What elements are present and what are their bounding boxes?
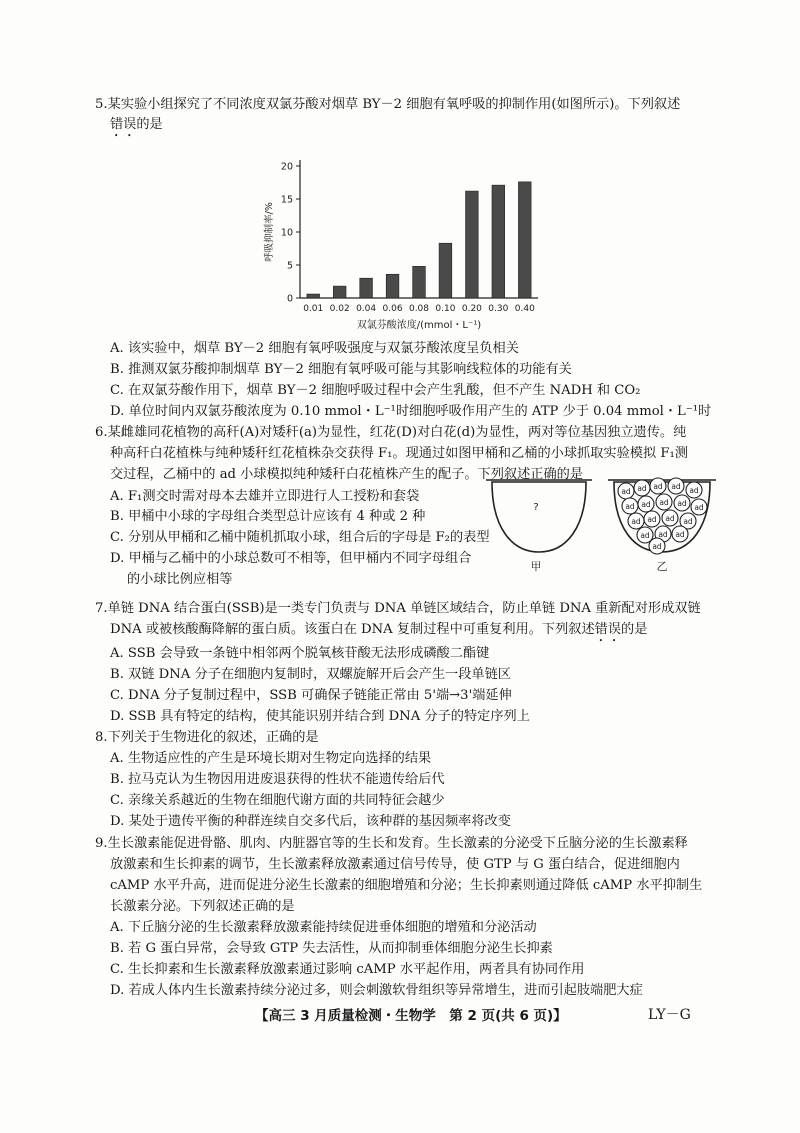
x-tick-label: 0.30 <box>488 304 509 314</box>
bar-0.30 <box>492 185 505 298</box>
q7-option-d: D. SSB 具有特定的结构，使其能识别并结合到 DNA 分子的特定序列上 <box>110 709 530 724</box>
q9-option-a: A. 下丘脑分泌的生长激素释放激素能持续促进垂体细胞的增殖和分泌活动 <box>110 920 537 935</box>
x-tick-label: 0.08 <box>408 304 430 314</box>
jia-question-mark: ? <box>533 502 539 513</box>
bar-0.20 <box>466 191 479 298</box>
ad-ball-label: ad <box>653 482 663 491</box>
q5-option-c: C. 在双氯芬酸作用下，烟草 BY－2 细胞呼吸过程中会产生乳酸，但不产生 NADH 和 CO₂ <box>110 383 641 398</box>
q9-option-d: D. 若成人体内生长激素持续分泌过多，则会刺激软骨组织等异常增生，进而引起肢端肥大症 <box>110 983 643 998</box>
q6-option-b: B. 甲桶中小球的字母组合类型总计应该有 4 种或 2 种 <box>110 509 426 524</box>
q8-option-b: B. 拉马克认为生物因用进废退获得的性状不能遗传给后代 <box>110 772 445 787</box>
ad-ball-label: ad <box>665 514 675 523</box>
bar-0.01 <box>307 294 320 298</box>
y-tick-label: 5 <box>286 260 293 272</box>
ad-ball-label: ad <box>677 499 687 508</box>
q5-bar-chart <box>258 156 548 336</box>
bar-0.04 <box>360 278 373 298</box>
q7-option-b: B. 双链 DNA 分子在细胞内复制时，双螺旋解开后会产生一段单链区 <box>110 667 511 682</box>
q5-option-b: B. 推测双氯芬酸抑制烟草 BY－2 细胞有氧呼吸可能与其影响线粒体的功能有关 <box>110 362 572 377</box>
ad-ball-label: ad <box>621 487 631 496</box>
ad-ball-label: ad <box>689 486 699 495</box>
ad-ball-label: ad <box>675 530 685 539</box>
q5-stem-tail: 的是 <box>136 117 163 132</box>
ad-ball-label: ad <box>647 515 657 524</box>
ad-ball-label: ad <box>637 484 647 493</box>
q7-stem-line-1: 7.单链 DNA 结合蛋白(SSB)是一类专门负责与 DNA 单链区域结合，防止单链 DNA 重新配对形成双链 <box>95 601 701 616</box>
ad-ball-label: ad <box>683 517 693 526</box>
bar-0.06 <box>386 274 399 298</box>
ad-ball-label: ad <box>641 500 651 509</box>
q9-stem-line-4: 长激素分泌。下列叙述正确的是 <box>110 899 295 914</box>
x-tick-label: 0.40 <box>514 304 535 314</box>
bar-0.40 <box>518 182 531 298</box>
q5-emphasis-word: 错误 <box>110 117 137 132</box>
q8-option-a: A. 生物适应性的产生是环境长期对生物定向选择的结果 <box>110 751 432 766</box>
q8-option-c: C. 亲缘关系越近的生物在细胞代谢方面的共同特征会越少 <box>110 793 445 808</box>
bar-0.08 <box>413 266 426 298</box>
q9-stem-line-3: cAMP 水平升高，进而促进分泌生长激素的细胞增殖和分泌；生长抑素则通过降低 cAMP 水平抑制生 <box>110 878 703 893</box>
x-tick-label: 0.20 <box>461 304 482 314</box>
bar-0.02 <box>333 286 346 298</box>
q8-stem: 8.下列关于生物进化的叙述，正确的是 <box>95 730 319 745</box>
q9-option-c: C. 生长抑素和生长激素释放激素通过影响 cAMP 水平起作用，两者具有协同作用 <box>110 962 585 977</box>
ad-ball-label: ad <box>631 517 641 526</box>
q6-stem-line-3: 交过程，乙桶中的 ad 小球模拟纯种矮秆白花植株产生的配子。下列叙述正确的是 <box>110 467 584 482</box>
y-tick-label: 0 <box>286 293 293 305</box>
page-footer: 【高三 3 月质量检测・生物学 第 2 页(共 6 页)】 <box>255 1008 567 1024</box>
q9-stem-line-2: 放激素和生长抑素的调节，生长激素释放激素通过信号传导，使 GTP 与 G 蛋白结合，促进细胞内 <box>110 857 680 872</box>
q7-option-a: A. SSB 会导致一条链中相邻两个脱氧核苷酸无法形成磷酸二酯键 <box>110 646 490 661</box>
q7-emphasis-word: 错误 <box>594 622 622 637</box>
q7-stem-post: 的是 <box>621 622 648 637</box>
q5-stem-line-1: 5.某实验小组探究了不同浓度双氯芬酸对烟草 BY－2 细胞有氧呼吸的抑制作用(如图所示)。下列叙述 <box>95 97 681 112</box>
q6-option-a: A. F₁测交时需对母本去雄并立即进行人工授粉和套袋 <box>110 489 420 504</box>
yi-caption: 乙 <box>656 560 668 573</box>
yi-bucket <box>608 478 716 573</box>
q6-stem-line-1: 6.某雌雄同花植物的高秆(A)对矮秆(a)为显性，红花(D)对白花(d)为显性，两对等位基因独立遗传。纯 <box>95 425 687 440</box>
jia-caption: 甲 <box>530 560 542 573</box>
ad-ball-label: ad <box>671 482 681 491</box>
q6-bucket-figure <box>480 470 720 575</box>
q6-option-c: C. 分别从甲桶和乙桶中随机抓取小球，组合后的字母是 F₂的表型 <box>110 530 490 545</box>
x-tick-label: 0.06 <box>382 304 403 314</box>
q8-option-d: D. 某处于遗传平衡的种群连续自交多代后，该种群的基因频率将改变 <box>110 814 511 829</box>
ad-ball-label: ad <box>659 498 669 507</box>
y-axis-title: 呼吸抑制率/% <box>264 202 275 262</box>
q9-stem-line-1: 9.生长激素能促进骨骼、肌肉、内脏器官等的生长和发育。生长激素的分泌受下丘脑分泌的生长激素释 <box>95 836 688 851</box>
x-tick-label: 0.01 <box>303 304 324 314</box>
q7-option-c: C. DNA 分子复制过程中，SSB 可确保子链能正常由 5'端→3'端延伸 <box>110 688 512 703</box>
ad-ball-label: ad <box>658 530 668 539</box>
x-axis-title: 双氯芬酸浓度/(mmol・L⁻¹) <box>356 320 482 331</box>
q6-option-d: D. 甲桶与乙桶中的小球总数可不相等，但甲桶内不同字母组合 <box>110 551 472 566</box>
jia-bucket <box>486 480 592 573</box>
q6-option-d-cont: 的小球比例应相等 <box>127 572 233 587</box>
ad-ball-label: ad <box>640 531 650 540</box>
q9-option-b: B. 若 G 蛋白异常，会导致 GTP 失去活性，从而抑制垂体细胞分泌生长抑素 <box>110 941 553 956</box>
q5-stem-line-2 <box>110 116 163 140</box>
ad-ball-label: ad <box>652 542 662 551</box>
q5-option-a: A. 该实验中，烟草 BY－2 细胞有氧呼吸强度与双氯芬酸浓度呈负相关 <box>110 341 519 356</box>
bar-0.10 <box>439 243 452 298</box>
ad-ball-label: ad <box>625 502 635 511</box>
q6-stem-line-2: 种高秆白花植株与纯种矮秆红花植株杂交获得 F₁。现通过如图甲桶和乙桶的小球抓取实验模拟 F₁测 <box>110 446 688 461</box>
q7-stem-line-2 <box>110 621 647 645</box>
q7-stem-pre: DNA 或被核酸酶降解的蛋白质。该蛋白在 DNA 复制过程中可重复利用。下列叙述 <box>110 622 595 637</box>
ad-ball-label: ad <box>694 503 704 512</box>
x-tick-label: 0.04 <box>356 304 377 314</box>
x-tick-label: 0.10 <box>435 304 456 314</box>
paper-code: LY－G <box>648 1007 691 1023</box>
q5-option-d: D. 单位时间内双氯芬酸浓度为 0.10 mmol・L⁻¹时细胞呼吸作用产生的 ATP 少于 0.04 mmol・L⁻¹时 <box>110 404 712 419</box>
y-tick-label: 20 <box>280 161 293 173</box>
x-tick-label: 0.02 <box>329 304 350 314</box>
y-tick-label: 10 <box>280 227 293 239</box>
y-tick-label: 15 <box>280 194 293 206</box>
